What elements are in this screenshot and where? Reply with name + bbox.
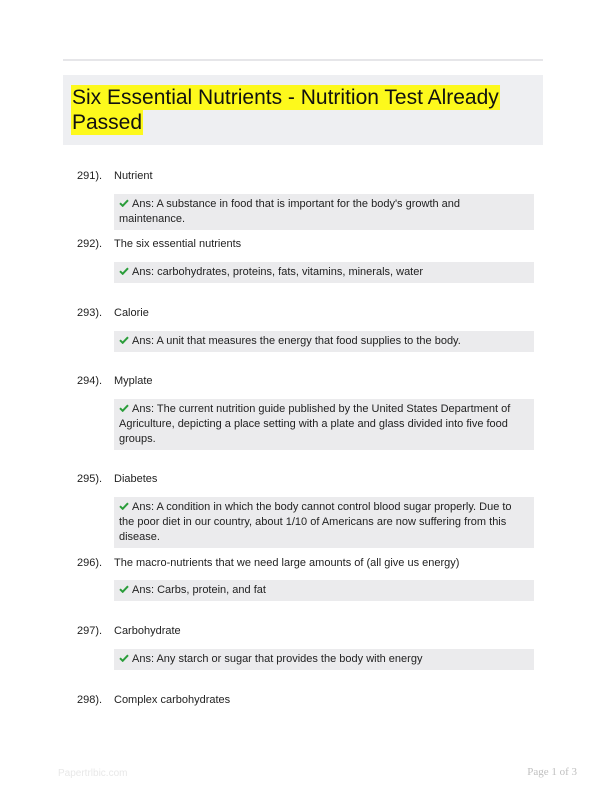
check-icon [119, 336, 129, 344]
check-icon [119, 199, 129, 207]
answer-text: Any starch or sugar that provides the body with energy [156, 653, 423, 665]
question-text: Diabetes [114, 473, 158, 485]
answer-prefix: Ans: [132, 335, 157, 347]
answer-text: A unit that measures the energy that food supplies to the body. [156, 335, 461, 347]
check-icon [119, 502, 129, 510]
answer-prefix: Ans: [132, 501, 157, 513]
answer-prefix: Ans: [132, 653, 157, 665]
question-number: 293). [77, 307, 103, 319]
question-text: Complex carbohydrates [114, 694, 231, 706]
check-icon [119, 654, 129, 662]
answer-box [114, 331, 534, 352]
answer-text: The current nutrition guide published by the United States Department of Agriculture, depicting a place setting with a plate and glass divided into five food groups. [119, 403, 511, 445]
check-icon [119, 585, 129, 593]
answer-box [114, 194, 534, 230]
answer-text: carbohydrates, proteins, fats, vitamins, minerals, water [157, 266, 424, 278]
answer-box [114, 399, 534, 450]
question-text: Nutrient [114, 170, 153, 182]
answer-prefix: Ans: [132, 403, 157, 415]
answer-text: A condition in which the body cannot control blood sugar properly. Due to the poor diet in our country, about 1/10 of Americans are now suffering from this disease. [119, 501, 512, 543]
page-indicator: Page 1 of 3 [527, 766, 577, 778]
answer-prefix: Ans: [132, 266, 158, 278]
question-text: Calorie [114, 307, 149, 319]
answer-box [114, 649, 534, 670]
answer-box [114, 262, 534, 283]
check-icon [119, 404, 129, 412]
title-highlight: Six Essential Nutrients - Nutrition Test Already Passed [72, 86, 499, 134]
answer-box [114, 497, 534, 548]
question-number: 296). [77, 557, 103, 569]
answer-box [114, 580, 534, 601]
question-number: 298). [77, 694, 103, 706]
question-number: 295). [77, 473, 103, 485]
check-icon [119, 267, 129, 275]
question-number: 291). [77, 170, 103, 182]
answer-prefix: Ans: [132, 198, 157, 210]
question-number: 297). [77, 625, 103, 637]
question-number: 294). [77, 375, 103, 387]
question-text: Carbohydrate [114, 625, 181, 637]
answer-text: A substance in food that is important for the body's growth and maintenance. [119, 198, 461, 225]
question-text: The six essential nutrients [114, 238, 242, 250]
question-text: Myplate [114, 375, 153, 387]
answer-text: Carbs, protein, and fat [157, 584, 266, 596]
question-text: The macro-nutrients that we need large amounts of (all give us energy) [114, 557, 460, 569]
footer-watermark: Papertrlbic.com [58, 768, 128, 779]
question-number: 292). [77, 238, 103, 250]
answer-prefix: Ans: [132, 584, 158, 596]
